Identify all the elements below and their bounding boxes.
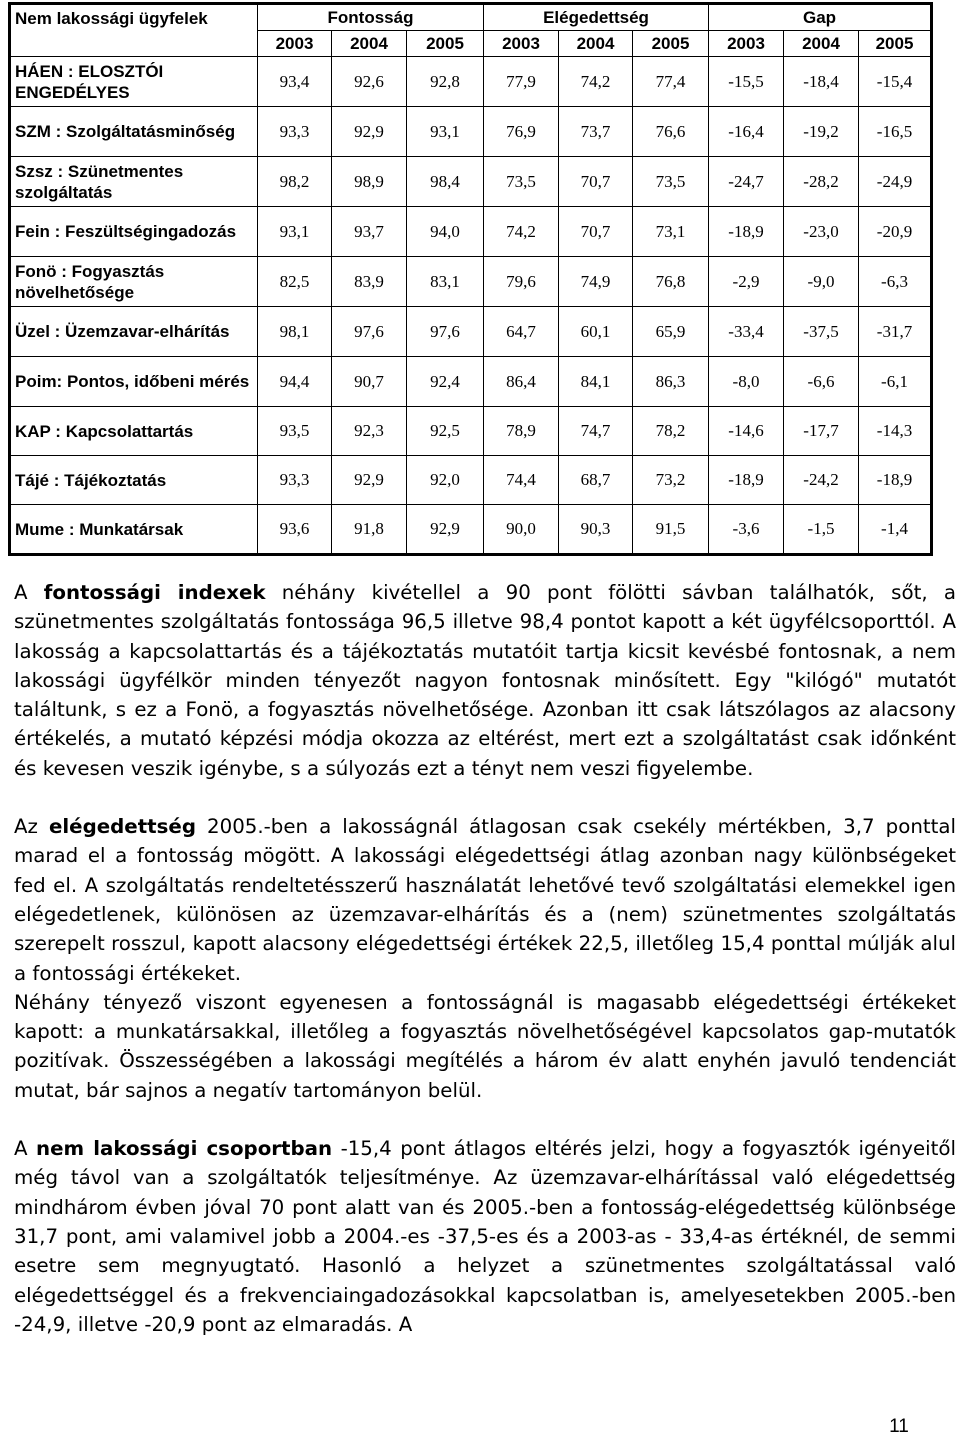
- value-cell: 74,4: [484, 456, 559, 505]
- value-cell: 76,6: [633, 107, 709, 157]
- value-cell: 93,3: [258, 456, 332, 505]
- value-cell: -37,5: [784, 307, 859, 357]
- value-cell: 73,2: [633, 456, 709, 505]
- value-cell: -15,4: [859, 57, 932, 107]
- year-header: 2005: [633, 31, 709, 57]
- value-cell: 70,7: [559, 207, 633, 257]
- value-cell: 92,4: [407, 357, 484, 407]
- paragraph-non-residential: A nem lakossági csoportban -15,4 pont átlagos eltérés jelzi, hogy a fogyasztók igényeitől még távol van a szolgáltatók teljesítménye. Az üzemzavar-elhárítással való elégedettség mindhárom évben jóval 70 pont alatt van és 2005.-ben a fontosság-elégedettség különbsége 31,7 pont, ami valamivel jobb a 2004.-es -37,5-es és a 2003-as - 33,4-as értéknél, de semmi esetre sem megnyugtató. Hasonló a helyzet a szünetmentes szolgáltatással való elégedettséggel és a frekvenciaingadozásokkal kapcsolatban is, amelyesetekben 2005.-ben -24,9, illetve -20,9 pont az elmaradás. A: [14, 1137, 956, 1336]
- value-cell: -2,9: [709, 257, 784, 307]
- value-cell: -18,4: [784, 57, 859, 107]
- row-label: Fein : Feszültségingadozás: [10, 207, 258, 257]
- value-cell: 77,9: [484, 57, 559, 107]
- value-cell: 90,7: [332, 357, 407, 407]
- year-header: 2005: [407, 31, 484, 57]
- row-label: HÁEN : ELOSZTÓI ENGEDÉLYES: [10, 57, 258, 107]
- row-label: Mume : Munkatársak: [10, 505, 258, 555]
- year-header: 2003: [484, 31, 559, 57]
- table-row: [10, 456, 932, 505]
- value-cell: 93,5: [258, 407, 332, 456]
- value-cell: -23,0: [784, 207, 859, 257]
- value-cell: 82,5: [258, 257, 332, 307]
- value-cell: 78,9: [484, 407, 559, 456]
- emphasis: nem lakossági csoportban: [36, 1137, 333, 1161]
- row-label: Tájé : Tájékoztatás: [10, 456, 258, 505]
- value-cell: 92,8: [407, 57, 484, 107]
- results-table: [8, 2, 933, 556]
- value-cell: -6,1: [859, 357, 932, 407]
- emphasis: fontossági indexek: [43, 581, 266, 604]
- value-cell: 98,1: [258, 307, 332, 357]
- value-cell: -33,4: [709, 307, 784, 357]
- value-cell: -14,6: [709, 407, 784, 456]
- value-cell: 92,0: [407, 456, 484, 505]
- value-cell: -9,0: [784, 257, 859, 307]
- value-cell: 97,6: [332, 307, 407, 357]
- row-label: Üzel : Üzemzavar-elhárítás: [10, 307, 258, 357]
- table-row: [10, 107, 932, 157]
- value-cell: 73,1: [633, 207, 709, 257]
- value-cell: 73,5: [633, 157, 709, 207]
- page-number: 11: [889, 1416, 909, 1437]
- table-row: [10, 407, 932, 456]
- table-row: [10, 357, 932, 407]
- value-cell: 86,3: [633, 357, 709, 407]
- value-cell: 68,7: [559, 456, 633, 505]
- value-cell: 92,5: [407, 407, 484, 456]
- year-header: 2004: [784, 31, 859, 57]
- table-corner-label: Nem lakossági ügyfelek: [10, 4, 258, 57]
- value-cell: 74,9: [559, 257, 633, 307]
- row-label: Fonö : Fogyasztás növelhetősége: [10, 257, 258, 307]
- value-cell: 93,1: [258, 207, 332, 257]
- value-cell: -20,9: [859, 207, 932, 257]
- value-cell: -28,2: [784, 157, 859, 207]
- emphasis: elégedettség: [48, 815, 196, 839]
- value-cell: 73,5: [484, 157, 559, 207]
- value-cell: 93,1: [407, 107, 484, 157]
- value-cell: 93,3: [258, 107, 332, 157]
- value-cell: 98,4: [407, 157, 484, 207]
- value-cell: 83,1: [407, 257, 484, 307]
- year-header: 2003: [709, 31, 784, 57]
- body-text: [14, 578, 956, 1339]
- value-cell: 91,5: [633, 505, 709, 555]
- value-cell: 93,4: [258, 57, 332, 107]
- group-header-fontossag: Fontosság: [258, 4, 484, 31]
- value-cell: -18,9: [859, 456, 932, 505]
- value-cell: -24,7: [709, 157, 784, 207]
- table-row: [10, 57, 932, 107]
- value-cell: 76,9: [484, 107, 559, 157]
- value-cell: 94,4: [258, 357, 332, 407]
- value-cell: -19,2: [784, 107, 859, 157]
- value-cell: 93,7: [332, 207, 407, 257]
- table-row: [10, 307, 932, 357]
- row-label: KAP : Kapcsolattartás: [10, 407, 258, 456]
- value-cell: 74,2: [559, 57, 633, 107]
- value-cell: -1,5: [784, 505, 859, 555]
- table-row: [10, 505, 932, 555]
- value-cell: 94,0: [407, 207, 484, 257]
- value-cell: 98,2: [258, 157, 332, 207]
- year-header: 2004: [332, 31, 407, 57]
- value-cell: 78,2: [633, 407, 709, 456]
- row-label: Szsz : Szünetmentes szolgáltatás: [10, 157, 258, 207]
- paragraph-satisfaction: Az elégedettség 2005.-ben a lakosságnál átlagosan csak csekély mértékben, 3,7 ponttal marad el a fontosság mögött. A lakossági elégedettségi átlag azonban nagy különbségeket fed el. A szolgáltatás rendeltetésszerű használatát lehetővé tevő szolgáltatási elemekkel igen elégedetlenek, különösen az üzemzavar-elhárítás és a (nem) szünetmentes szolgáltatás szerepelt rosszul, kapott alacsony elégedettségi értékek 22,5, illetőleg 15,4 ponttal múlják alul a fontossági értékeket.: [14, 815, 956, 985]
- year-header: 2003: [258, 31, 332, 57]
- value-cell: 98,9: [332, 157, 407, 207]
- value-cell: 77,4: [633, 57, 709, 107]
- value-cell: 93,6: [258, 505, 332, 555]
- value-cell: -31,7: [859, 307, 932, 357]
- value-cell: -24,2: [784, 456, 859, 505]
- row-label: SZM : Szolgáltatásminőség: [10, 107, 258, 157]
- value-cell: 83,9: [332, 257, 407, 307]
- value-cell: 65,9: [633, 307, 709, 357]
- value-cell: 84,1: [559, 357, 633, 407]
- table-row: [10, 157, 932, 207]
- value-cell: 90,3: [559, 505, 633, 555]
- paragraph-factors: Néhány tényező viszont egyenesen a fontosságnál is magasabb elégedettségi értékeket kapott: a munkatársakkal, illetőleg a fogyasztás növelhetőségével kapcsolatos gap-mutatók pozitívak. Összességében a lakossági megítélés a három év alatt enyhén javuló tendenciát mutat, bár sajnos a negatív tartományon belül.: [14, 990, 956, 1102]
- value-cell: -16,5: [859, 107, 932, 157]
- value-cell: -16,4: [709, 107, 784, 157]
- paragraph-importance: A fontossági indexek néhány kivétellel a 90 pont fölötti sávban találhatók, sőt, a szünetmentes szolgáltatás fontossága 96,5 illetve 98,4 pontot kapott a két ügyfélcsoporttól. A lakosság a kapcsolattartás és a tájékoztatás mutatóit tartja kicsit kevésbé fontosnak, a nem lakossági ügyfélkör minden tényezőt nagyon fontosnak minősített. Egy "kilógó" mutatót találtunk, s ez a Fonö, a fogyasztás növelhetősége. Azonban itt csak látszólagos az alacsony értékelés, a mutató képzési módja okozza az eltérést, mert ezt a szolgáltatást csak időnként és kevesen veszik igénybe, s a súlyozás ezt a tényt nem veszi figyelembe.: [14, 581, 956, 780]
- value-cell: 92,9: [332, 107, 407, 157]
- table-row: [10, 207, 932, 257]
- value-cell: 86,4: [484, 357, 559, 407]
- value-cell: 92,6: [332, 57, 407, 107]
- value-cell: -6,3: [859, 257, 932, 307]
- value-cell: 97,6: [407, 307, 484, 357]
- value-cell: -6,6: [784, 357, 859, 407]
- value-cell: -8,0: [709, 357, 784, 407]
- value-cell: 60,1: [559, 307, 633, 357]
- year-header: 2004: [559, 31, 633, 57]
- value-cell: 79,6: [484, 257, 559, 307]
- value-cell: 74,2: [484, 207, 559, 257]
- value-cell: 92,9: [407, 505, 484, 555]
- row-label: Poim: Pontos, időbeni mérés: [10, 357, 258, 407]
- value-cell: 92,9: [332, 456, 407, 505]
- group-header-elegedettseg: Elégedettség: [484, 4, 709, 31]
- value-cell: 92,3: [332, 407, 407, 456]
- value-cell: -14,3: [859, 407, 932, 456]
- value-cell: -17,7: [784, 407, 859, 456]
- year-header: 2005: [859, 31, 932, 57]
- value-cell: 90,0: [484, 505, 559, 555]
- table-row: [10, 257, 932, 307]
- value-cell: -18,9: [709, 456, 784, 505]
- value-cell: 73,7: [559, 107, 633, 157]
- value-cell: 70,7: [559, 157, 633, 207]
- value-cell: -15,5: [709, 57, 784, 107]
- group-header-gap: Gap: [709, 4, 932, 31]
- value-cell: 76,8: [633, 257, 709, 307]
- value-cell: -18,9: [709, 207, 784, 257]
- value-cell: 74,7: [559, 407, 633, 456]
- value-cell: -3,6: [709, 505, 784, 555]
- value-cell: -1,4: [859, 505, 932, 555]
- value-cell: 91,8: [332, 505, 407, 555]
- value-cell: -24,9: [859, 157, 932, 207]
- value-cell: 64,7: [484, 307, 559, 357]
